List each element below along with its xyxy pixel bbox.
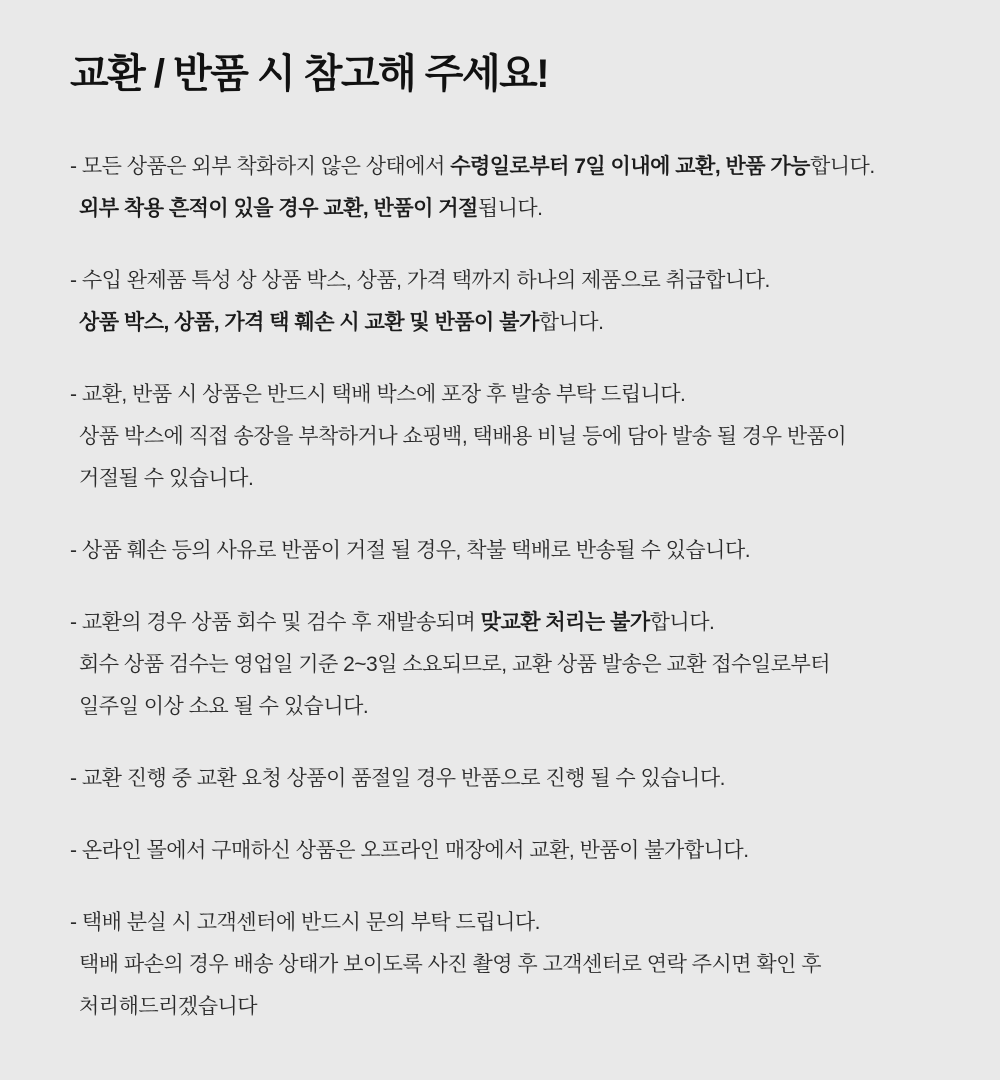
notice-text: 일주일 이상 소요 될 수 있습니다. (79, 695, 369, 718)
notice-text: - 택배 분실 시 고객센터에 반드시 문의 부탁 드립니다. (70, 911, 541, 934)
notice-item (70, 830, 940, 872)
notice-line (70, 416, 940, 458)
notice-text: - 모든 상품은 외부 착화하지 않은 상태에서 (70, 155, 451, 178)
notice-text-bold: 외부 착용 흔적이 있을 경우 교환, 반품이 거절 (79, 197, 478, 220)
notice-line (70, 686, 940, 728)
notice-text: - 교환의 경우 상품 회수 및 검수 후 재발송되며 (70, 611, 481, 634)
notice-line (70, 902, 940, 944)
notice-text: 됩니다. (477, 197, 543, 220)
notice-item (70, 758, 940, 800)
notice-item (70, 146, 940, 230)
notice-text: 거절될 수 있습니다. (79, 467, 254, 490)
notice-list (70, 146, 940, 1028)
notice-text: - 온라인 몰에서 구매하신 상품은 오프라인 매장에서 교환, 반품이 불가합니다. (70, 839, 749, 862)
notice-line (70, 758, 940, 800)
notice-line (70, 944, 940, 986)
notice-text: 택배 파손의 경우 배송 상태가 보이도록 사진 촬영 후 고객센터로 연락 주시면 확인 후 (79, 953, 822, 976)
notice-line (70, 146, 940, 188)
notice-line (70, 830, 940, 872)
notice-text-bold: 상품 박스, 상품, 가격 택 훼손 시 교환 및 반품이 불가 (79, 311, 539, 334)
notice-line (70, 188, 940, 230)
notice-item (70, 530, 940, 572)
notice-text-bold: 수령일로부터 7일 이내에 교환, 반품 가능 (450, 155, 810, 178)
notice-text: 합니다. (538, 311, 604, 334)
notice-line (70, 986, 940, 1028)
notice-item (70, 902, 940, 1028)
notice-text: 회수 상품 검수는 영업일 기준 2~3일 소요되므로, 교환 상품 발송은 교환 접수일로부터 (79, 653, 831, 676)
notice-line (70, 644, 940, 686)
page-title: 교환 / 반품 시 참고해 주세요! (70, 52, 549, 96)
notice-text: - 수입 완제품 특성 상 상품 박스, 상품, 가격 택까지 하나의 제품으로 취급합니다. (70, 269, 770, 292)
notice-line (70, 302, 940, 344)
notice-text-bold: 맞교환 처리는 불가 (480, 611, 650, 634)
notice-text: 합니다. (809, 155, 875, 178)
notice-text: - 교환 진행 중 교환 요청 상품이 품절일 경우 반품으로 진행 될 수 있습니다. (70, 767, 725, 790)
notice-line (70, 458, 940, 500)
notice-line (70, 260, 940, 302)
notice-item (70, 374, 940, 500)
notice-text: 상품 박스에 직접 송장을 부착하거나 쇼핑백, 택배용 비닐 등에 담아 발송 될 경우 반품이 (79, 425, 847, 448)
notice-text: - 상품 훼손 등의 사유로 반품이 거절 될 경우, 착불 택배로 반송될 수 있습니다. (70, 539, 751, 562)
notice-line (70, 374, 940, 416)
notice-text: 합니다. (649, 611, 715, 634)
notice-item (70, 260, 940, 344)
notice-item (70, 602, 940, 728)
notice-line (70, 530, 940, 572)
notice-text: - 교환, 반품 시 상품은 반드시 택배 박스에 포장 후 발송 부탁 드립니다. (70, 383, 686, 406)
notice-line (70, 602, 940, 644)
notice-text: 처리해드리겠습니다 (79, 995, 258, 1018)
